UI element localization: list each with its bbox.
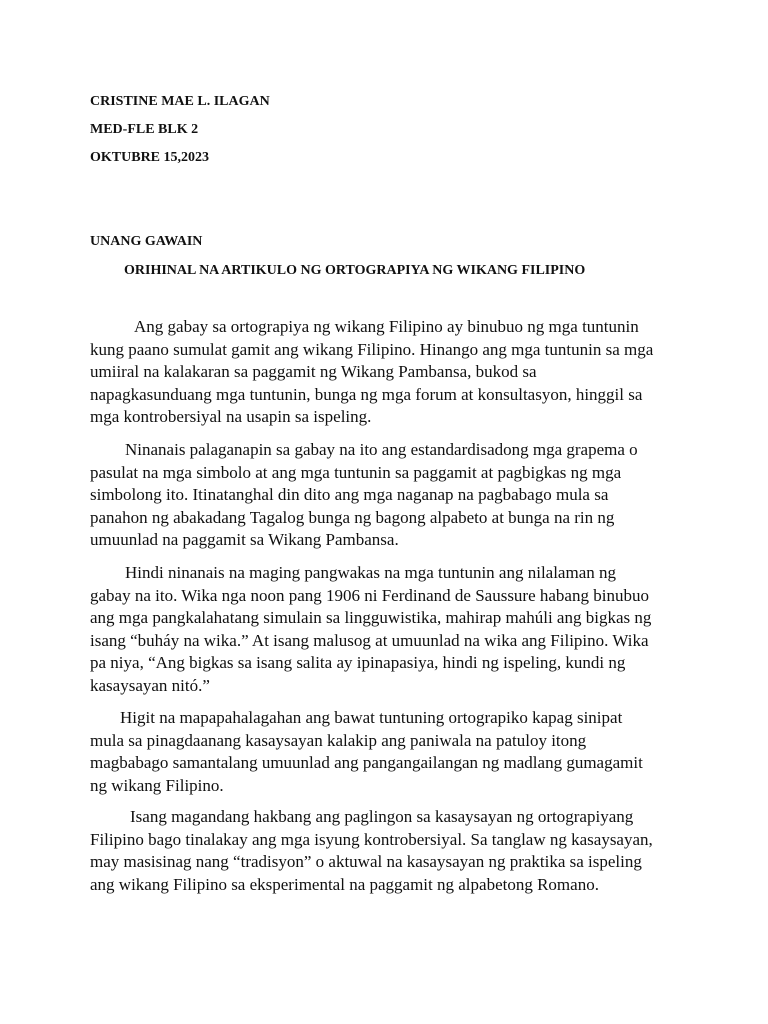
paragraph-line: Ninanais palaganapin sa gabay na ito ang estandardisadong mga grapema o [125,440,638,459]
paragraph-line: mula sa pinagdaanang kasaysayan kalakip ang paniwala na patuloy itong [90,730,587,750]
paragraph-line: ng wikang Filipino. [90,775,224,795]
paragraph-line: kasaysayan nitó.” [90,675,210,695]
paragraph-line: ang mga pangkalahatang simulain sa lingguwistika, mahirap mahúli ang bigkas ng [90,608,652,628]
paragraph-line: Hindi ninanais na maging pangwakas na mga tuntunin ang nilalaman ng [125,563,616,582]
paragraph-line: isang “buháy na wika.” At isang malusog at umuunlad na wika ang Filipino. Wika [90,630,649,650]
paragraph-line: umuunlad na paggamit sa Wikang Pambansa. [90,530,399,550]
paragraph-line: Filipino bago tinalakay ang mga isyung kontrobersiyal. Sa tanglaw ng kasaysayan, [90,829,653,849]
paragraph-5 [90,806,680,896]
paragraph-line: pasulat na mga simbolo at ang mga tuntunin sa paggamit at pagbigkas ng mga [90,462,622,482]
paragraph-line: pa niya, “Ang bigkas sa isang salita ay ipinapasiya, hindi ng ispeling, kundi ng [90,653,626,673]
paragraph-line: Higit na mapapahalagahan ang bawat tuntuning ortograpiko kapag sinipat [120,708,623,727]
paragraph-line: simbolong ito. Itinatanghal din dito ang mga naganap na pagbabago mula sa [90,485,609,505]
paragraph-4 [90,707,680,797]
paragraph-line: ang wikang Filipino sa eksperimental na paggamit ng alpabetong Romano. [90,874,599,894]
article-title: ORIHINAL NA ARTIKULO NG ORTOGRAPIYA NG WIKANG FILIPINO [124,263,586,278]
paragraph-line: magbabago samantalang umuunlad ang pangangailangan ng madlang gumagamit [90,753,643,773]
paragraph-2 [90,439,680,552]
paragraph-line: kung paano sumulat gamit ang wikang Filipino. Hinango ang mga tuntunin sa mga [90,339,654,359]
author-name: CRISTINE MAE L. ILAGAN [90,94,270,109]
course-section: MED-FLE BLK 2 [90,122,199,137]
paragraph-line: gabay na ito. Wika nga noon pang 1906 ni Ferdinand de Saussure habang binubuo [90,585,649,605]
paragraph-line: umiiral na kalakaran sa paggamit ng Wikang Pambansa, bukod sa [90,362,537,382]
paragraph-line: panahon ng abakadang Tagalog bunga ng bagong alpabeto at bunga na rin ng [90,507,615,527]
paragraph-1 [90,316,680,429]
paragraph-line: Ang gabay sa ortograpiya ng wikang Filipino ay binubuo ng mga tuntunin [134,317,639,336]
paragraph-3 [90,562,680,698]
paragraph-line: napagkasunduang mga tuntunin, bunga ng mga forum at konsultasyon, hinggil sa [90,384,643,404]
paragraph-line: may masisinag nang “tradisyon” o aktuwal na kasaysayan ng praktika sa ispeling [90,852,642,872]
document-date: OKTUBRE 15,2023 [90,150,210,165]
activity-label: UNANG GAWAIN [90,234,203,249]
paragraph-line: Isang magandang hakbang ang paglingon sa kasaysayan ng ortograpiyang [130,807,634,826]
paragraph-line: mga kontrobersiyal na usapin sa ispeling. [90,407,372,427]
